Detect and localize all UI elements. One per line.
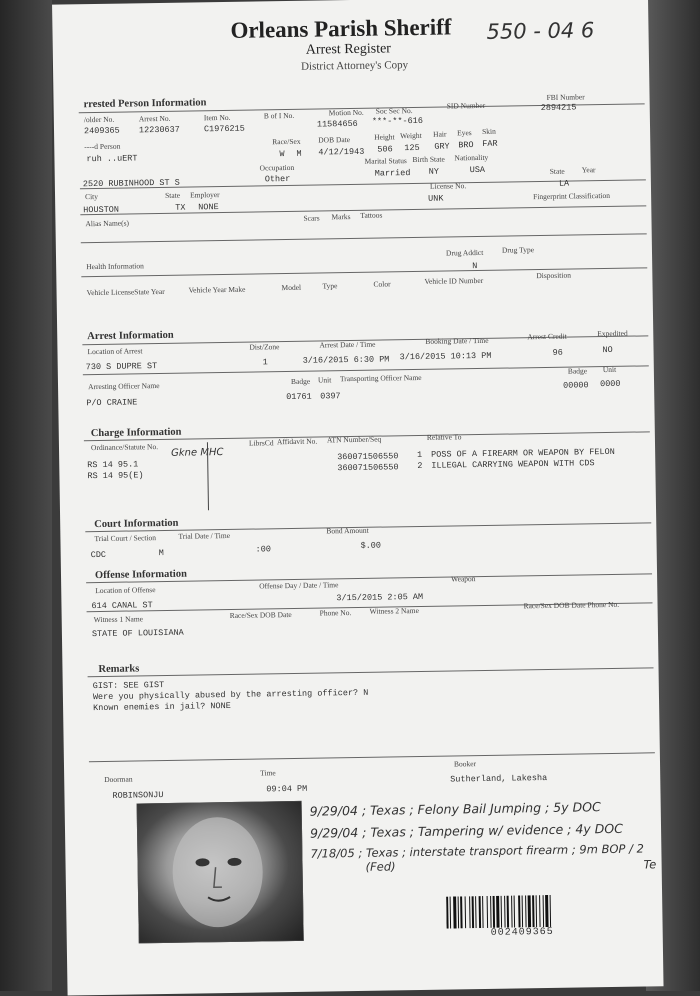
label-tattoos: Tattoos <box>360 210 383 220</box>
value-dist-zone: 1 <box>262 357 268 368</box>
value-item-no: C1976215 <box>203 123 245 135</box>
section-charge: Charge Information <box>90 426 182 440</box>
label-model: Model <box>281 282 302 293</box>
label-weapon: Weapon <box>451 574 476 584</box>
value-unit-2: 0000 <box>599 378 621 390</box>
value-arrest-no: 12230637 <box>138 124 180 136</box>
label-b-of-i-no: B of I No. <box>263 110 295 121</box>
label-soc-sec-no: Soc Sec No. <box>375 106 413 116</box>
value-arresting-officer: P/O CRAINE <box>86 397 138 409</box>
value-address: 2520 RUBINHOOD ST S <box>82 177 180 190</box>
handwritten-note: 7/18/05 ; Texas ; interstate transport firearm ; 9m BOP / 2 <box>310 841 645 861</box>
value-state: TX <box>175 202 186 213</box>
value-skin: FAR <box>482 138 498 149</box>
remark-line: Known enemies in jail? NONE <box>93 700 231 714</box>
label-drug-addict: Drug Addict <box>445 247 484 258</box>
charge-description: ILLEGAL CARRYING WEAPON WITH CDS <box>431 458 595 471</box>
value-trial-time: :00 <box>255 544 272 555</box>
label-type: Type <box>322 281 338 291</box>
label-drug-type: Drug Type <box>501 245 535 255</box>
label-marks: Marks <box>331 212 351 222</box>
label-fbi-number: FBI Number <box>546 92 585 102</box>
charge-seq: 1 <box>417 449 423 461</box>
value-bond: $.00 <box>360 540 382 551</box>
scan-left-edge <box>0 0 52 991</box>
label-dist-zone: Dist/Zone <box>249 342 280 352</box>
section-court: Court Information <box>94 517 179 531</box>
label-unit: Unit <box>317 375 332 385</box>
value-badge: 01761 <box>286 391 312 403</box>
label-arrest-location: Location of Arrest <box>87 346 143 357</box>
label-offense-day: Offense Day / Date / Time <box>259 580 339 591</box>
value-unit: 0397 <box>320 391 341 402</box>
arrestee-photo <box>137 801 304 944</box>
value-time: 09:04 PM <box>266 783 308 795</box>
value-employer: NONE <box>198 202 219 213</box>
handwritten-note: 9/29/04 ; Texas ; Felony Bail Jumping ; 5y DOC <box>309 799 601 819</box>
label-offense-location: Location of Offense <box>95 585 156 596</box>
value-eyes: BRO <box>458 140 474 151</box>
remark-line: Were you physically abused by the arresting officer? N <box>92 687 369 703</box>
label-motion-no: Motion No. <box>328 107 364 118</box>
value-hair: GRY <box>434 141 450 152</box>
remark-line: GIST: SEE GIST <box>92 680 165 692</box>
label-trial-court: Trial Court / Section <box>94 533 157 544</box>
value-doorman: ROBINSONJU <box>112 790 164 801</box>
label-arrest-credit: Arrest Credit <box>527 331 567 342</box>
label-unit-2: Unit <box>602 364 617 375</box>
label-city: City <box>84 191 99 202</box>
value-badge-2: 00000 <box>563 380 589 391</box>
label-badge: Badge <box>290 376 311 386</box>
label-person: ----d Person <box>84 141 121 152</box>
handwritten-note: Te <box>643 857 657 872</box>
value-soc-sec-no: ***-**-616 <box>371 115 424 127</box>
charge-statute: RS 14 95.1 <box>87 459 139 471</box>
label-doorman: Doorman <box>104 774 133 784</box>
section-offense: Offense Information <box>94 568 187 582</box>
label-relative-to: Relative To <box>426 432 462 442</box>
label-item-no: Item No. <box>203 112 231 123</box>
value-sex: M <box>296 148 302 159</box>
value-offense-location: 614 CANAL ST <box>91 600 153 612</box>
charge-description: POSS OF A FIREARM OR WEAPON BY FELON <box>431 446 615 460</box>
section-arrested-person: rrested Person Information <box>83 97 207 111</box>
label-witness-2: Witness 2 Name <box>369 605 419 616</box>
value-weight: 125 <box>404 142 420 154</box>
label-transport-officer: Transporting Officer Name <box>339 372 422 384</box>
label-trial-date: Trial Date / Time <box>178 530 231 541</box>
label-badge-2: Badge <box>567 366 588 376</box>
label-marital-status: Marital Status <box>364 156 407 166</box>
value-birth-state: NY <box>428 166 439 177</box>
value-motion-no: 11584656 <box>316 118 358 130</box>
label-folder-no: /older No. <box>83 114 115 125</box>
value-court: CDC <box>90 549 107 561</box>
label-height: Height <box>374 132 395 142</box>
label-state: State <box>164 190 181 200</box>
value-booker: Sutherland, Lakesha <box>450 772 548 785</box>
label-skin: Skin <box>482 126 496 136</box>
label-vehicle-id: Vehicle ID Number <box>424 275 484 286</box>
section-arrest: Arrest Information <box>87 329 174 343</box>
label-race-sex-dob: Race/Sex DOB Date <box>229 609 292 620</box>
value-drug-addict: N <box>472 261 478 272</box>
barcode-number: 002409365 <box>490 926 554 939</box>
section-remarks: Remarks <box>98 663 140 676</box>
label-license-no: License No. <box>429 181 467 191</box>
value-height: 506 <box>377 144 393 155</box>
value-name: ruh ..uERT <box>86 153 138 165</box>
label-race-sex-dob-2: Race/Sex DOB Date Phone No. <box>523 599 620 611</box>
barcode-graphic <box>446 894 596 928</box>
handwritten-case-number: 550 - 04 6 <box>486 18 595 44</box>
label-occupation: Occupation <box>259 162 295 173</box>
value-arrest-location: 730 S DUPRE ST <box>85 361 158 373</box>
value-folder-no: 2409365 <box>83 125 120 137</box>
value-section: M <box>158 547 164 559</box>
charge-seq: 2 <box>417 460 423 471</box>
value-booking-date: 3/16/2015 10:13 PM <box>399 350 492 363</box>
handwritten-charge-note: Gkne MHC <box>171 447 224 459</box>
value-occupation: Other <box>264 173 291 185</box>
label-statute: Ordinance/Statute No. <box>90 442 159 453</box>
value-race: W <box>279 149 285 160</box>
label-disposition: Disposition <box>536 270 572 281</box>
value-arrest-date: 3/16/2015 6:30 PM <box>302 354 390 366</box>
value-marital-status: Married <box>374 168 411 179</box>
label-eyes: Eyes <box>457 128 472 138</box>
value-lic-state: LA <box>558 178 570 189</box>
label-phone: Phone No. <box>319 608 352 618</box>
value-dob: 4/12/1943 <box>318 146 365 158</box>
label-dob: DOB Date <box>318 135 351 145</box>
label-birth-state: Birth State <box>412 154 445 165</box>
label-color: Color <box>373 279 391 289</box>
label-year: Year <box>581 165 596 175</box>
label-weight: Weight <box>400 130 422 141</box>
label-race-sex: Race/Sex <box>272 136 301 147</box>
value-city: HOUSTON <box>83 204 120 216</box>
handwritten-note: (Fed) <box>365 859 396 874</box>
value-nationality: USA <box>469 164 486 176</box>
label-bond: Bond Amount <box>326 525 369 536</box>
label-nationality: Nationality <box>454 152 489 163</box>
label-alias: Alias Name(s) <box>85 218 130 229</box>
label-booker: Booker <box>453 759 477 769</box>
label-hair: Hair <box>433 129 447 139</box>
label-expedited: Expedited <box>597 328 628 339</box>
label-affidavit: Affidavit No. <box>276 436 318 447</box>
value-arrest-credit: 96 <box>552 347 563 358</box>
document-subtitle: Arrest Register <box>305 41 392 58</box>
label-scars: Scars <box>303 213 320 223</box>
value-witness-1: STATE OF LOUISIANA <box>91 627 184 640</box>
label-booking-date: Booking Date / Time <box>425 335 489 346</box>
arrest-register-document <box>52 0 663 996</box>
photo-face-icon <box>137 801 304 944</box>
handwritten-note: 9/29/04 ; Texas ; Tampering w/ evidence ; 4y DOC <box>309 820 624 841</box>
label-vehicle-year-make: Vehicle Year Make <box>188 284 246 295</box>
label-fingerprint: Fingerprint Classification <box>533 190 611 202</box>
label-witness-1: Witness 1 Name <box>93 614 144 625</box>
label-atn: ATN Number/Seq <box>326 434 382 445</box>
value-license-no: UNK <box>428 193 444 204</box>
label-sid-number: SID Number <box>446 100 486 111</box>
value-offense-date: 3/15/2015 2:05 AM <box>336 591 424 604</box>
label-employer: Employer <box>189 190 220 200</box>
charge-atn: 360071506550 <box>337 451 399 463</box>
label-health: Health Information <box>86 261 144 272</box>
label-vehicle-license: Vehicle LicenseState Year <box>86 286 165 298</box>
label-librs: LibrsCd <box>248 438 274 448</box>
label-arrest-date: Arrest Date / Time <box>319 339 376 350</box>
value-fbi-number: 2894215 <box>540 102 577 114</box>
charge-atn: 360071506550 <box>337 462 399 474</box>
label-arresting-officer: Arresting Officer Name <box>87 381 160 392</box>
document-copy-type: District Attorney's Copy <box>300 59 409 73</box>
label-arrest-no: Arrest No. <box>138 113 171 124</box>
document-title: Orleans Parish Sheriff <box>230 14 452 43</box>
label-lic-state: State <box>549 166 565 176</box>
value-expedited: NO <box>602 344 613 356</box>
charge-statute: RS 14 95(E) <box>87 470 144 482</box>
label-time: Time <box>260 768 276 778</box>
